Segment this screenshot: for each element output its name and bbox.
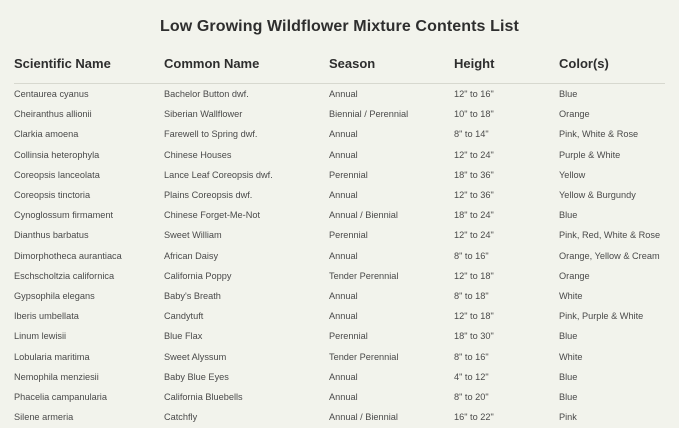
cell-common-name: Sweet Alyssum xyxy=(164,351,227,362)
cell-colors: Orange xyxy=(559,109,590,120)
cell-scientific-name: Eschscholtzia californica xyxy=(14,270,115,281)
table-row xyxy=(14,145,665,165)
cell-common-name: California Bluebells xyxy=(164,391,243,402)
cell-common-name: Catchfly xyxy=(164,412,198,423)
cell-scientific-name: Clarkia amoena xyxy=(14,129,79,140)
cell-scientific-name: Cheiranthus allionii xyxy=(14,109,92,120)
cell-colors: Blue xyxy=(559,331,578,342)
column-header-season: Season xyxy=(329,42,454,84)
cell-height: 8" to 16" xyxy=(454,351,489,362)
cell-colors: Yellow xyxy=(559,169,586,180)
cell-scientific-name: Dianthus barbatus xyxy=(14,230,89,241)
cell-season: Tender Perennial xyxy=(329,351,399,362)
cell-common-name: African Daisy xyxy=(164,250,219,261)
cell-colors: Blue xyxy=(559,210,578,221)
column-header-height: Height xyxy=(454,42,559,84)
cell-height: 12" to 18" xyxy=(454,311,494,322)
table-body xyxy=(14,84,665,428)
cell-scientific-name: Iberis umbellata xyxy=(14,311,79,322)
table-row xyxy=(14,326,665,346)
cell-colors: White xyxy=(559,290,583,301)
cell-height: 12" to 36" xyxy=(454,190,494,201)
cell-season: Annual xyxy=(329,391,358,402)
cell-height: 18" to 24" xyxy=(454,210,494,221)
cell-season: Annual xyxy=(329,190,358,201)
cell-season: Annual xyxy=(329,290,358,301)
cell-height: 12" to 18" xyxy=(454,270,494,281)
cell-common-name: California Poppy xyxy=(164,270,232,281)
cell-common-name: Baby's Breath xyxy=(164,290,221,301)
cell-height: 12" to 24" xyxy=(454,149,494,160)
cell-scientific-name: Collinsia heterophyla xyxy=(14,149,100,160)
cell-season: Annual / Biennial xyxy=(329,412,398,423)
table-row xyxy=(14,225,665,245)
cell-colors: Blue xyxy=(559,89,578,100)
cell-season: Annual xyxy=(329,371,358,382)
cell-colors: Pink, Purple & White xyxy=(559,311,644,322)
cell-common-name: Candytuft xyxy=(164,311,204,322)
table-row xyxy=(14,104,665,124)
cell-season: Tender Perennial xyxy=(329,270,399,281)
cell-scientific-name: Nemophila menziesii xyxy=(14,371,99,382)
cell-season: Biennial / Perennial xyxy=(329,109,409,120)
cell-height: 16" to 22" xyxy=(454,412,494,423)
cell-common-name: Lance Leaf Coreopsis dwf. xyxy=(164,169,273,180)
table-row xyxy=(14,185,665,205)
cell-height: 10" to 18" xyxy=(454,109,494,120)
cell-season: Annual / Biennial xyxy=(329,210,398,221)
cell-colors: Orange, Yellow & Cream xyxy=(559,250,660,261)
contents-table xyxy=(14,42,665,427)
cell-common-name: Blue Flax xyxy=(164,331,203,342)
cell-scientific-name: Dimorphotheca aurantiaca xyxy=(14,250,122,261)
cell-scientific-name: Gypsophila elegans xyxy=(14,290,95,301)
cell-season: Perennial xyxy=(329,331,368,342)
cell-season: Perennial xyxy=(329,230,368,241)
cell-scientific-name: Cynoglossum firmament xyxy=(14,210,114,221)
cell-colors: Yellow & Burgundy xyxy=(559,190,636,201)
cell-height: 8" to 16" xyxy=(454,250,489,261)
cell-colors: Blue xyxy=(559,371,578,382)
contents-table-container xyxy=(0,42,679,427)
cell-height: 12" to 16" xyxy=(454,89,494,100)
cell-common-name: Siberian Wallflower xyxy=(164,109,243,120)
table-header-row xyxy=(14,42,665,84)
cell-season: Annual xyxy=(329,311,358,322)
cell-common-name: Chinese Houses xyxy=(164,149,232,160)
cell-scientific-name: Silene armeria xyxy=(14,412,74,423)
cell-colors: Pink xyxy=(559,412,577,423)
cell-height: 18" to 30" xyxy=(454,331,494,342)
cell-height: 12" to 24" xyxy=(454,230,494,241)
cell-common-name: Plains Coreopsis dwf. xyxy=(164,190,253,201)
table-row xyxy=(14,205,665,225)
page-title: Low Growing Wildflower Mixture Contents List xyxy=(160,18,519,35)
table-row xyxy=(14,165,665,185)
cell-season: Annual xyxy=(329,89,358,100)
cell-height: 18" to 36" xyxy=(454,169,494,180)
cell-common-name: Chinese Forget-Me-Not xyxy=(164,210,260,221)
cell-colors: Pink, Red, White & Rose xyxy=(559,230,661,241)
cell-season: Annual xyxy=(329,149,358,160)
table-row xyxy=(14,124,665,144)
cell-colors: Pink, White & Rose xyxy=(559,129,639,140)
cell-colors: White xyxy=(559,351,583,362)
cell-colors: Orange xyxy=(559,270,590,281)
cell-season: Annual xyxy=(329,250,358,261)
column-header-common-name: Common Name xyxy=(164,42,329,84)
table-row xyxy=(14,407,665,427)
cell-scientific-name: Centaurea cyanus xyxy=(14,89,89,100)
cell-scientific-name: Linum lewisii xyxy=(14,331,67,342)
table-row xyxy=(14,387,665,407)
cell-common-name: Baby Blue Eyes xyxy=(164,371,229,382)
table-row xyxy=(14,367,665,387)
table-row xyxy=(14,346,665,366)
column-header-colors: Color(s) xyxy=(559,42,665,84)
cell-colors: Blue xyxy=(559,391,578,402)
cell-height: 8" to 14" xyxy=(454,129,489,140)
cell-scientific-name: Phacelia campanularia xyxy=(14,391,107,402)
cell-season: Perennial xyxy=(329,169,368,180)
cell-height: 8" to 18" xyxy=(454,290,489,301)
cell-common-name: Sweet William xyxy=(164,230,222,241)
table-row xyxy=(14,286,665,306)
cell-height: 4" to 12" xyxy=(454,371,489,382)
column-header-scientific-name: Scientific Name xyxy=(14,42,164,84)
cell-common-name: Farewell to Spring dwf. xyxy=(164,129,258,140)
cell-season: Annual xyxy=(329,129,358,140)
cell-scientific-name: Coreopsis lanceolata xyxy=(14,169,100,180)
cell-common-name: Bachelor Button dwf. xyxy=(164,89,249,100)
cell-height: 8" to 20" xyxy=(454,391,489,402)
table-row xyxy=(14,306,665,326)
table-row xyxy=(14,266,665,286)
table-row xyxy=(14,84,665,105)
cell-scientific-name: Lobularia maritima xyxy=(14,351,90,362)
table-row xyxy=(14,246,665,266)
cell-scientific-name: Coreopsis tinctoria xyxy=(14,190,91,201)
cell-colors: Purple & White xyxy=(559,149,621,160)
table-header xyxy=(14,42,665,84)
